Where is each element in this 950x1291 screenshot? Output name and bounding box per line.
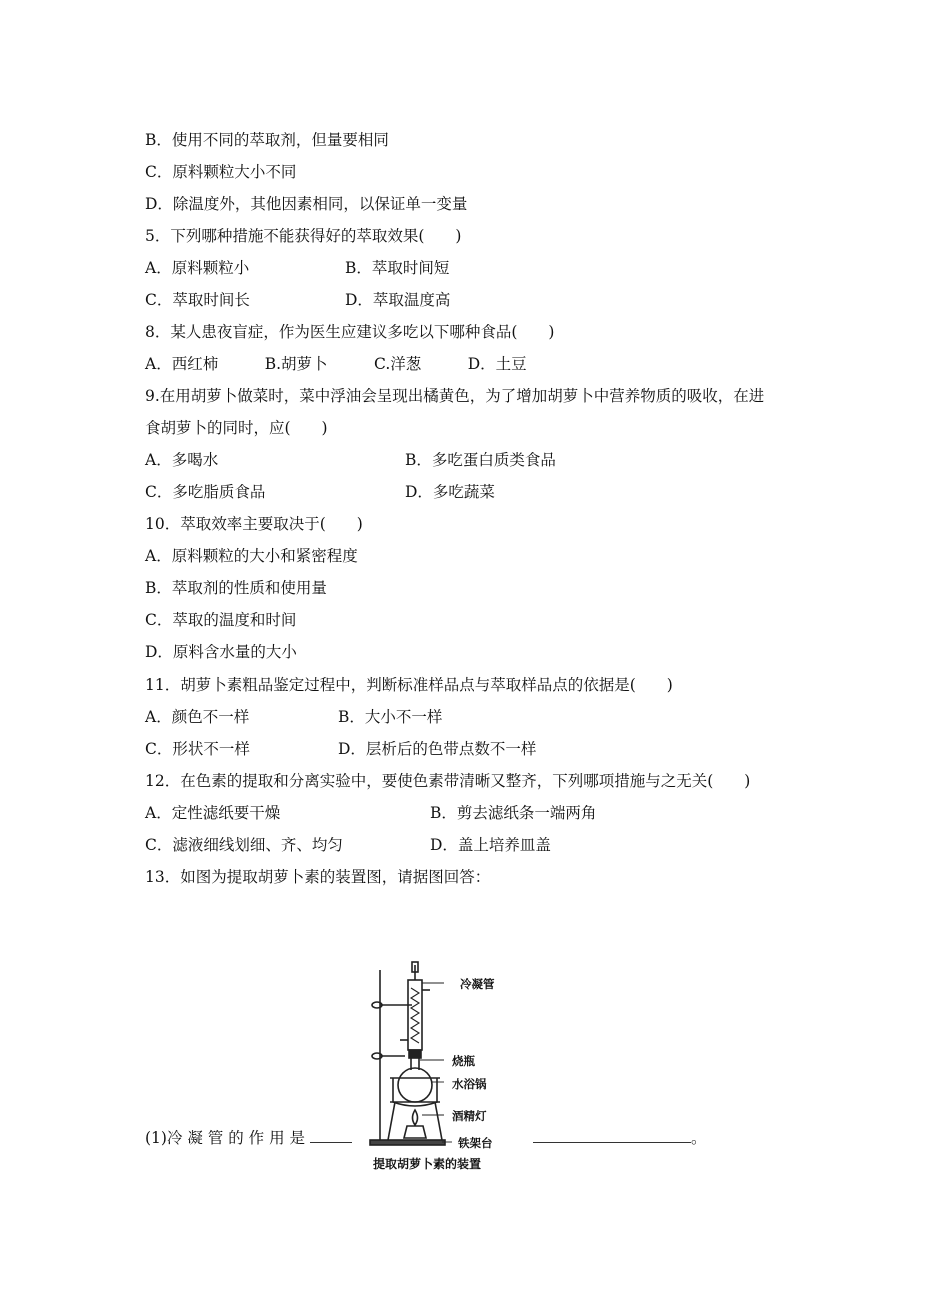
apparatus-diagram bbox=[360, 960, 520, 1155]
extraction-apparatus-figure bbox=[360, 960, 520, 1175]
q10-option-d: D．原料含水量的大小 bbox=[145, 643, 297, 661]
q5-option-d: D．萃取温度高 bbox=[345, 291, 451, 309]
q10-option-c: C．萃取的温度和时间 bbox=[145, 611, 297, 629]
label-flask: 烧瓶 bbox=[452, 1054, 475, 1068]
question-5: 5．下列哪种措施不能获得好的萃取效果( ) bbox=[145, 227, 462, 245]
label-water-bath: 水浴锅 bbox=[452, 1077, 487, 1091]
q11-option-c: C．形状不一样 bbox=[145, 740, 250, 758]
q11-option-b: B．大小不一样 bbox=[338, 708, 443, 726]
figure-caption: 提取胡萝卜素的装置 bbox=[373, 1157, 482, 1171]
question-13: 13．如图为提取胡萝卜素的装置图，请据图回答： bbox=[145, 868, 491, 886]
q5-option-c: C．萃取时间长 bbox=[145, 291, 250, 309]
q9-option-c: C．多吃脂质食品 bbox=[145, 483, 266, 501]
answer-blank-1[interactable] bbox=[310, 1128, 352, 1143]
q9-option-a: A．多喝水 bbox=[145, 451, 219, 469]
label-iron-stand: 铁架台 bbox=[458, 1136, 493, 1150]
option-b-prev: B．使用不同的萃取剂，但量要相同 bbox=[145, 131, 389, 149]
label-alcohol-lamp: 酒精灯 bbox=[452, 1109, 487, 1123]
q10-option-a: A．原料颗粒的大小和紧密程度 bbox=[145, 547, 358, 565]
q12-option-b: B．剪去滤纸条一端两角 bbox=[430, 804, 597, 822]
question-8: 8．某人患夜盲症，作为医生应建议多吃以下哪种食品( ) bbox=[145, 323, 555, 341]
q12-option-c: C．滤液细线划细、齐、均匀 bbox=[145, 836, 343, 854]
q11-option-a: A．颜色不一样 bbox=[145, 708, 250, 726]
q8-options: A．西红柿 B.胡萝卜 C.洋葱 D．土豆 bbox=[145, 355, 527, 373]
question-10: 10．萃取效率主要取决于( ) bbox=[145, 515, 363, 533]
q12-option-d: D．盖上培养皿盖 bbox=[430, 836, 551, 854]
q9-option-b: B．多吃蛋白质类食品 bbox=[405, 451, 556, 469]
label-condenser: 冷凝管 bbox=[460, 977, 495, 991]
q9-option-d: D．多吃蔬菜 bbox=[405, 483, 495, 501]
answer-blank-2[interactable] bbox=[533, 1128, 691, 1143]
question-9-line1: 9.在用胡萝卜做菜时，菜中浮油会呈现出橘黄色，为了增加胡萝卜中营养物质的吸收，在进 bbox=[145, 387, 765, 405]
q13-part1-continued bbox=[533, 1128, 707, 1148]
q13-part1-prefix: (1)冷 凝 管 的 作 用 是 bbox=[145, 1129, 306, 1147]
question-9-line2: 食胡萝卜的同时，应( ) bbox=[145, 419, 328, 437]
q5-option-a: A．原料颗粒小 bbox=[145, 259, 250, 277]
q10-option-b: B．萃取剂的性质和使用量 bbox=[145, 579, 327, 597]
q13-part1-suffix: 。 bbox=[691, 1129, 707, 1147]
q12-option-a: A．定性滤纸要干燥 bbox=[145, 804, 281, 822]
option-c-prev: C．原料颗粒大小不同 bbox=[145, 163, 297, 181]
q11-option-d: D．层析后的色带点数不一样 bbox=[338, 740, 537, 758]
option-d-prev: D．除温度外，其他因素相同，以保证单一变量 bbox=[145, 195, 468, 213]
question-11: 11．胡萝卜素粗品鉴定过程中，判断标准样品点与萃取样品点的依据是( ) bbox=[145, 676, 673, 694]
question-12: 12．在色素的提取和分离实验中，要使色素带清晰又整齐，下列哪项措施与之无关( ) bbox=[145, 772, 751, 790]
q13-part1 bbox=[145, 1128, 352, 1148]
q5-option-b: B．萃取时间短 bbox=[345, 259, 450, 277]
